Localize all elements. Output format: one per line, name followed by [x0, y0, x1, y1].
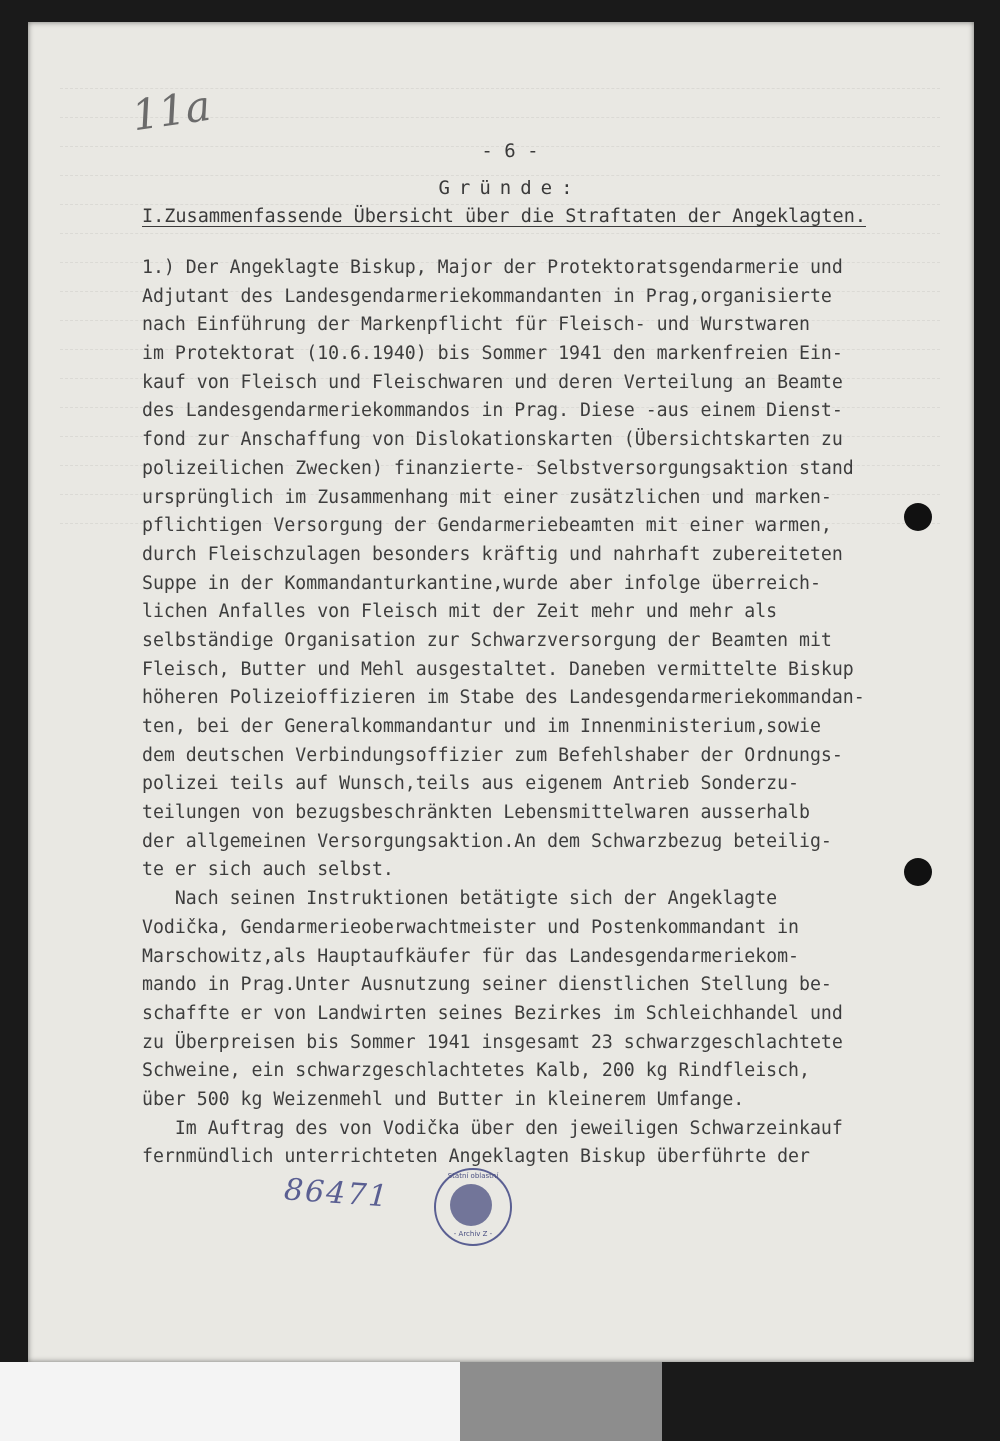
- text-line: Vodička, Gendarmerieoberwachtmeister und Postenkommandant in: [142, 916, 799, 938]
- stamp-top-text: Státní oblastní: [447, 1172, 499, 1180]
- text-line: Schweine, ein schwarzgeschlachtetes Kalb, 200 kg Rindfleisch,: [142, 1060, 810, 1082]
- punch-hole: [904, 503, 932, 531]
- text-line: pflichtigen Versorgung der Gendarmeriebeamten mit einer warmen,: [142, 515, 832, 537]
- text-line: im Protektorat (10.6.1940) bis Sommer 1941 den markenfreien Ein-: [142, 343, 843, 365]
- page-number: - 6 -: [481, 140, 539, 162]
- text-line: te er sich auch selbst.: [142, 859, 394, 881]
- text-line: durch Fleischzulagen besonders kräftig und nahrhaft zubereiteten: [142, 543, 843, 565]
- text-line: Adjutant des Landesgendarmeriekommandanten in Prag,organisierte: [142, 285, 832, 307]
- handwritten-folio-mark: 11a: [128, 80, 214, 141]
- scan-margin-white: [0, 1362, 460, 1441]
- text-line: fond zur Anschaffung von Dislokationskarten (Übersichtskarten zu: [142, 429, 843, 451]
- section-title: Gründe:: [438, 177, 582, 199]
- text-line: polizeilichen Zwecken) finanzierte- Selbstversorgungsaktion stand: [142, 457, 854, 479]
- text-line: nach Einführung der Markenpflicht für Fleisch- und Wurstwaren: [142, 314, 810, 336]
- body-text: [142, 254, 932, 1172]
- text-line: höheren Polizeioffizieren im Stabe des Landesgendarmeriekommandan-: [142, 687, 865, 709]
- text-line: Nach seinen Instruktionen betätigte sich der Angeklagte: [142, 888, 778, 910]
- text-line: 1.) Der Angeklagte Biskup, Major der Protektoratsgendarmerie und: [142, 257, 843, 278]
- archive-number: 86471: [282, 1172, 391, 1215]
- text-line: des Landesgendarmeriekommandos in Prag. Diese -aus einem Dienst-: [142, 400, 843, 422]
- text-line: Suppe in der Kommandanturkantine,wurde aber infolge überreich-: [142, 572, 821, 594]
- text-line: schaffte er von Landwirten seines Bezirkes im Schleichhandel und: [142, 1002, 843, 1024]
- text-line: der allgemeinen Versorgungsaktion.An dem Schwarzbezug beteilig-: [142, 830, 832, 852]
- text-line: ursprünglich im Zusammenhang mit einer zusätzlichen und marken-: [142, 486, 832, 508]
- punch-hole: [904, 858, 932, 886]
- text-line: Marschowitz,als Hauptaufkäufer für das Landesgendarmeriekom-: [142, 945, 799, 967]
- text-line: selbständige Organisation zur Schwarzversorgung der Beamten mit: [142, 629, 832, 651]
- text-line: zu Überpreisen bis Sommer 1941 insgesamt 23 schwarzgeschlachtete: [142, 1031, 843, 1053]
- text-line: mando in Prag.Unter Ausnutzung seiner dienstlichen Stellung be-: [142, 974, 832, 996]
- section-subtitle: I.Zusammenfassende Übersicht über die Straftaten der Angeklagten.: [142, 206, 866, 227]
- text-line: Im Auftrag des von Vodička über den jeweiligen Schwarzeinkauf: [142, 1117, 843, 1139]
- text-line: ten, bei der Generalkommandantur und im Innenministerium,sowie: [142, 716, 821, 737]
- stamp-seal: [450, 1184, 492, 1226]
- text-line: über 500 kg Weizenmehl und Butter in kleinerem Umfange.: [142, 1088, 745, 1110]
- text-line: teilungen von bezugsbeschränkten Lebensmittelwaren ausserhalb: [142, 802, 810, 824]
- stamp-bottom-text: - Archiv Z -: [453, 1230, 493, 1238]
- text-line: dem deutschen Verbindungsoffizier zum Befehlshaber der Ordnungs-: [142, 744, 843, 766]
- text-line: polizei teils auf Wunsch,teils aus eigenem Antrieb Sonderzu-: [142, 773, 799, 795]
- text-line: kauf von Fleisch und Fleischwaren und deren Verteilung an Beamte: [142, 371, 843, 393]
- archive-stamp: [434, 1168, 512, 1246]
- text-line: Fleisch, Butter und Mehl ausgestaltet. Daneben vermittelte Biskup: [142, 658, 854, 680]
- text-line: fernmündlich unterrichteten Angeklagten Biskup überführte der: [142, 1146, 810, 1168]
- text-line: lichen Anfalles von Fleisch mit der Zeit mehr und mehr als: [142, 601, 778, 623]
- scan-margin-grey: [460, 1362, 662, 1441]
